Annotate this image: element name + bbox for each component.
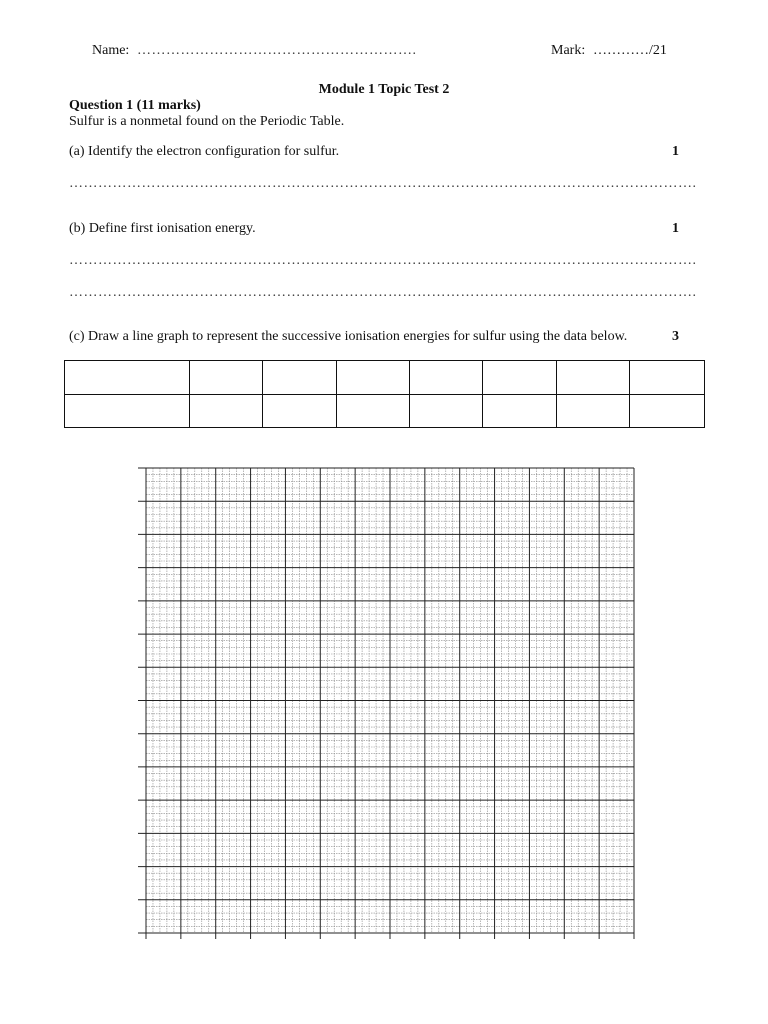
part-b-answer-line-1[interactable]: …………………………………………………………………………………………………………………. [69,253,697,268]
mark-field[interactable]: …………/21 [593,43,667,58]
part-c-marks: 3 [672,329,679,344]
part-a-marks: 1 [672,144,679,159]
page-title: Module 1 Topic Test 2 [318,82,450,97]
part-b-marks: 1 [672,221,679,236]
part-c-text: (c) Draw a line graph to represent the successive ionisation energies for sulfur using the data below. [69,329,628,344]
question-intro: Sulfur is a nonmetal found on the Periodic Table. [69,114,345,129]
part-a-text: (a) Identify the electron configuration for sulfur. [69,144,340,159]
name-label: Name: [92,43,130,58]
question-heading: Question 1 (11 marks) [69,98,201,113]
mark-label: Mark: [551,43,586,58]
name-field[interactable]: …………………………………………………. [137,43,417,58]
part-b-text: (b) Define first ionisation energy. [69,221,256,236]
part-a-answer-line[interactable]: …………………………………………………………………………………………………………………. [69,176,697,191]
part-b-answer-line-2[interactable]: …………………………………………………………………………………………………………………. [69,285,697,300]
